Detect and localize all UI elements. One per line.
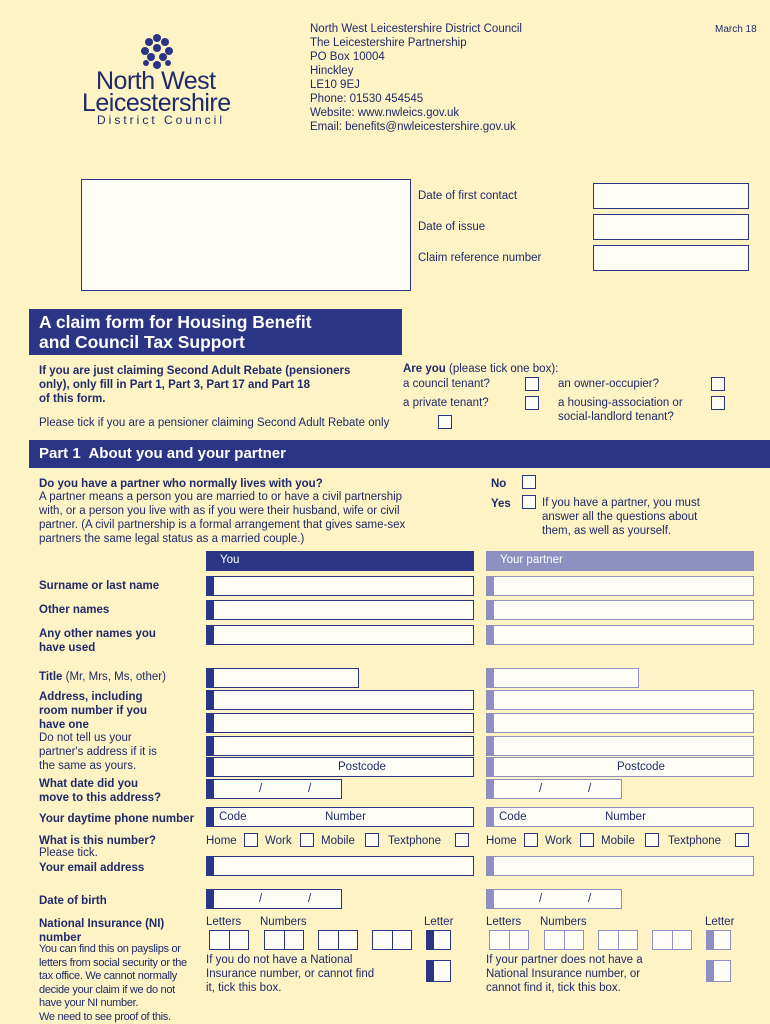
you-ni-numbers1-box[interactable] (264, 930, 304, 950)
date-separator: / (539, 893, 543, 905)
you-numbers-label: Numbers (260, 916, 307, 928)
pensioner-checkbox[interactable] (438, 415, 452, 429)
you-home-label: Home (206, 835, 237, 847)
partner-def-line: with, or a person you live with as if you were their husband, wife or civil (39, 505, 400, 517)
phone-label: Your daytime phone number (39, 813, 195, 825)
any-other-label (39, 627, 156, 655)
moved-label-line: What date did you (39, 778, 139, 790)
address-label-line: have one (39, 719, 89, 731)
partner-title-field[interactable] (486, 668, 639, 688)
address-hint-line: partner's address if it is (39, 746, 157, 758)
other-names-label: Other names (39, 604, 110, 616)
you-code-label: Code (219, 811, 247, 823)
partner-email-field[interactable] (486, 856, 754, 876)
logo-line1: North West (96, 67, 216, 95)
date-separator: / (308, 893, 312, 905)
col-you-text: You (220, 554, 240, 566)
partner-no-ni-note (486, 953, 643, 995)
office-stamp-box (81, 179, 411, 291)
address-line: PO Box 10004 (310, 51, 385, 63)
address-line: North West Leicestershire District Council (310, 23, 522, 35)
partner-letters-label: Letters (486, 916, 522, 928)
partner-textphone-checkbox[interactable] (735, 833, 749, 847)
date-separator: / (308, 783, 312, 795)
you-email-field[interactable] (206, 856, 474, 876)
address-label-line: room number if you (39, 705, 147, 717)
yes-note (542, 496, 700, 538)
address-label-line: Address, including (39, 691, 143, 703)
private-tenant-checkbox[interactable] (525, 396, 539, 410)
ni-hint-line: You can find this on payslips or (39, 943, 181, 955)
you-work-checkbox[interactable] (300, 833, 314, 847)
no-ni-line: If you do not have a National (206, 954, 353, 966)
housing-assoc-line: a housing-association or (558, 397, 683, 409)
you-textphone-label: Textphone (388, 835, 442, 847)
partner-number-label: Number (605, 811, 646, 823)
partner-no-ni-checkbox[interactable] (706, 960, 731, 982)
you-letters-label: Letters (206, 916, 242, 928)
title-label-text: Title (39, 671, 63, 683)
moved-label-line: move to this address? (39, 792, 162, 804)
council-tenant-label: a council tenant? (403, 378, 490, 390)
rebate-note (39, 364, 350, 406)
no-ni-line: If your partner does not have a (486, 954, 643, 966)
address-line: The Leicestershire Partnership (310, 37, 467, 49)
address-line: Hinckley (310, 65, 354, 77)
col-partner-text: Your partner (500, 554, 563, 566)
please-tick-label: Please tick. (39, 847, 98, 859)
address-line: LE10 9EJ (310, 79, 360, 91)
partner-question: Do you have a partner who normally lives with you? (39, 478, 323, 490)
you-dob-field[interactable] (206, 889, 342, 909)
yes-note-line: If you have a partner, you must (542, 497, 700, 509)
email-label: Your email address (39, 862, 145, 874)
you-no-ni-note (206, 953, 374, 995)
you-ni-numbers2-box[interactable] (318, 930, 358, 950)
ni-hint-line: decide your claim if we do not (39, 983, 175, 996)
council-tenant-checkbox[interactable] (525, 377, 539, 391)
no-ni-line: it, tick this box. (206, 982, 282, 994)
partner-ni-numbers1-box[interactable] (544, 930, 584, 950)
owner-occupier-checkbox[interactable] (711, 377, 725, 391)
date-separator: / (588, 783, 592, 795)
address-line: Email: benefits@nwleicestershire.gov.uk (310, 121, 516, 133)
partner-numbers-label: Numbers (540, 916, 587, 928)
you-mobile-label: Mobile (321, 835, 355, 847)
you-textphone-checkbox[interactable] (455, 833, 469, 847)
dob-label: Date of birth (39, 895, 107, 907)
you-ni-letters-box[interactable] (209, 930, 249, 950)
council-address (310, 22, 522, 134)
you-work-label: Work (265, 835, 292, 847)
you-other-names-field[interactable] (206, 600, 474, 620)
yes-label: Yes (491, 498, 511, 510)
partner-mobile-checkbox[interactable] (645, 833, 659, 847)
partner-work-checkbox[interactable] (580, 833, 594, 847)
ni-hint-line: tax office. We cannot normally (39, 970, 177, 982)
no-label: No (491, 478, 507, 490)
you-any-other-field[interactable] (206, 625, 474, 645)
partner-code-label: Code (499, 811, 527, 823)
form-title-banner (29, 309, 402, 355)
partner-postcode-label: Postcode (617, 761, 665, 773)
ni-label (39, 917, 164, 945)
partner-home-label: Home (486, 835, 517, 847)
housing-assoc-line: social-landlord tenant? (558, 411, 674, 423)
you-address-line2[interactable] (206, 713, 474, 733)
partner-def-line: partners the same legal status as a married couple.) (39, 533, 305, 545)
partner-work-label: Work (545, 835, 572, 847)
col-partner-header (486, 551, 754, 571)
are-you-label (403, 362, 558, 376)
issue-field[interactable] (593, 214, 749, 240)
form-title-line2: and Council Tax Support (39, 332, 245, 352)
form-date: March 18 (715, 24, 757, 35)
partner-address-line3[interactable] (486, 736, 754, 756)
logo-line2: Leicestershire (82, 89, 231, 117)
date-separator: / (588, 893, 592, 905)
council-logo (80, 32, 265, 132)
you-move-date-field[interactable] (206, 779, 342, 799)
yes-note-line: them, as well as yourself. (542, 525, 672, 537)
rebate-note-line: of this form. (39, 393, 106, 405)
ni-label-line: number (39, 932, 82, 944)
first-contact-label: Date of first contact (418, 190, 518, 202)
you-no-ni-checkbox[interactable] (426, 960, 451, 982)
you-ni-letter-box[interactable] (426, 930, 451, 950)
form-title-line1: A claim form for Housing Benefit (39, 312, 312, 332)
no-ni-line: cannot find it, tick this box. (486, 982, 621, 994)
partner-dob-field[interactable] (486, 889, 622, 909)
partner-ni-numbers2-box[interactable] (598, 930, 638, 950)
moved-label (39, 777, 161, 805)
partner-move-date-field[interactable] (486, 779, 622, 799)
partner-home-checkbox[interactable] (524, 833, 538, 847)
address-label (39, 690, 147, 732)
issue-label: Date of issue (418, 221, 486, 233)
you-ni-numbers3-box[interactable] (372, 930, 412, 950)
claim-ref-label: Claim reference number (418, 252, 542, 264)
no-checkbox[interactable] (522, 475, 536, 489)
yes-checkbox[interactable] (522, 495, 536, 509)
surname-label: Surname or last name (39, 580, 160, 592)
partner-any-other-field[interactable] (486, 625, 754, 645)
rebate-note-line: If you are just claiming Second Adult Rebate (pensioners (39, 365, 351, 377)
you-home-checkbox[interactable] (244, 833, 258, 847)
you-letter-label: Letter (424, 916, 454, 928)
housing-assoc-checkbox[interactable] (711, 396, 725, 410)
partner-mobile-label: Mobile (601, 835, 635, 847)
housing-assoc-label (558, 396, 683, 424)
partner-ni-letters-box[interactable] (489, 930, 529, 950)
you-address-line3[interactable] (206, 736, 474, 756)
are-you-text: Are you (403, 363, 446, 375)
claim-ref-field[interactable] (593, 245, 749, 271)
are-you-hint: (please tick one box): (449, 363, 559, 375)
you-title-field[interactable] (206, 668, 359, 688)
col-you-header (206, 551, 474, 571)
ni-hint-line: have your NI number. (39, 997, 139, 1009)
title-label (39, 670, 166, 684)
address-hint-line: Do not tell us your (39, 732, 132, 744)
you-surname-field[interactable] (206, 576, 474, 596)
owner-occupier-label: an owner-occupier? (558, 378, 660, 390)
date-separator: / (259, 893, 263, 905)
you-mobile-checkbox[interactable] (365, 833, 379, 847)
date-separator: / (539, 783, 543, 795)
partner-address-line2[interactable] (486, 713, 754, 733)
any-other-line: Any other names you (39, 628, 156, 640)
you-postcode-label: Postcode (338, 761, 386, 773)
pensioner-tick-label: Please tick if you are a pensioner claiming Second Adult Rebate only (39, 417, 390, 429)
address-hint (39, 731, 157, 773)
partner-address-line1[interactable] (486, 690, 754, 710)
ni-hint-line: We need to see proof of this. (39, 1010, 171, 1023)
ni-hint-line: letters from social security or the (39, 956, 187, 969)
partner-other-names-field[interactable] (486, 600, 754, 620)
partner-surname-field[interactable] (486, 576, 754, 596)
title-hint: (Mr, Mrs, Ms, other) (65, 671, 166, 683)
private-tenant-label: a private tenant? (403, 397, 489, 409)
you-address-line1[interactable] (206, 690, 474, 710)
address-hint-line: the same as yours. (39, 760, 137, 772)
first-contact-field[interactable] (593, 183, 749, 209)
partner-ni-numbers3-box[interactable] (652, 930, 692, 950)
any-other-line: have used (39, 642, 96, 654)
logo-line3: District Council (97, 113, 226, 127)
what-number-label: What is this number? (39, 835, 156, 847)
ni-label-line: National Insurance (NI) (39, 918, 165, 930)
you-number-label: Number (325, 811, 366, 823)
ni-hint (39, 943, 187, 1024)
yes-note-line: answer all the questions about (542, 511, 698, 523)
no-ni-line: Insurance number, or cannot find (206, 968, 375, 980)
date-separator: / (259, 783, 263, 795)
partner-textphone-label: Textphone (668, 835, 722, 847)
partner-def-line: partner. (A civil partnership is a formal arrangement that gives same-sex (39, 519, 406, 531)
partner-definition (39, 490, 405, 546)
address-line: Phone: 01530 454545 (310, 93, 424, 105)
partner-ni-letter-box[interactable] (706, 930, 731, 950)
part1-heading: Part 1 About you and your partner (39, 445, 286, 462)
address-line: Website: www.nwleics.gov.uk (310, 107, 460, 119)
no-ni-line: National Insurance number, or (486, 968, 641, 980)
partner-def-line: A partner means a person you are married to or have a civil partnership (39, 491, 403, 503)
part1-heading-bar (29, 440, 770, 468)
rebate-note-line: only), only fill in Part 1, Part 3, Part 17 and Part 18 (39, 379, 310, 391)
partner-letter-label: Letter (705, 916, 735, 928)
